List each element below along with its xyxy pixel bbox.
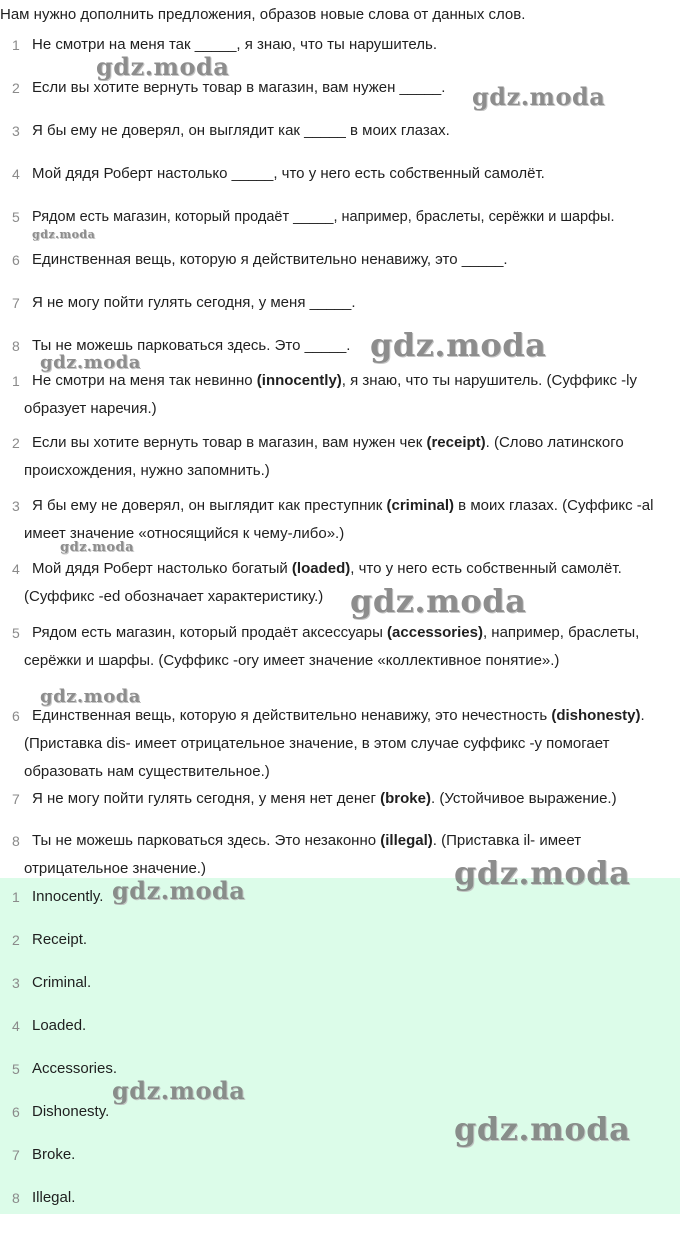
- item-number: 1: [12, 889, 20, 905]
- watermark: gdz.moda: [112, 876, 246, 905]
- item-number: 1: [12, 37, 20, 53]
- item-number: 3: [12, 975, 20, 991]
- answer-text: Illegal.: [32, 1189, 76, 1206]
- item-number: 8: [12, 833, 20, 849]
- watermark: gdz.moda: [40, 686, 141, 707]
- answer-text: Receipt.: [32, 931, 88, 948]
- task-text: Ты не можешь парковаться здесь. Это _____.: [32, 337, 351, 354]
- explanation-text: Если вы хотите вернуть товар в магазин, вам нужен чек (receipt). (Слово латинского происхождения, нужно запомнить.): [24, 434, 624, 479]
- watermark: gdz.moda: [96, 52, 230, 81]
- item-number: 7: [12, 1147, 20, 1163]
- explanation-text: Не смотри на меня так невинно (innocently), я знаю, что ты нарушитель. (Суффикс -ly образует наречия.): [24, 372, 637, 417]
- item-number: 6: [12, 708, 20, 724]
- answer-text: Dishonesty.: [32, 1103, 110, 1120]
- explanation-text: Я не могу пойти гулять сегодня, у меня нет денег (broke). (Устойчивое выражение.): [32, 790, 617, 807]
- watermark: gdz.moda: [112, 1076, 246, 1105]
- watermark: gdz.moda: [350, 582, 527, 620]
- item-number: 5: [12, 625, 20, 641]
- task-text: Рядом есть магазин, который продаёт _____, например, браслеты, серёжки и шарфы.: [32, 209, 615, 225]
- answer-word: (accessories): [387, 624, 483, 641]
- watermark: gdz.moda: [454, 1110, 631, 1148]
- item-number: 3: [12, 498, 20, 514]
- item-number: 8: [12, 338, 20, 354]
- item-number: 4: [12, 166, 20, 182]
- answer-word: (loaded): [291, 560, 351, 577]
- item-number: 3: [12, 123, 20, 139]
- item-number: 4: [12, 561, 20, 577]
- task-text: Мой дядя Роберт настолько _____, что у него есть собственный самолёт.: [32, 165, 545, 182]
- answer-word: (broke): [380, 790, 431, 807]
- watermark: gdz.moda: [454, 854, 631, 892]
- item-number: 6: [12, 1104, 20, 1120]
- item-number: 5: [12, 209, 20, 225]
- item-number: 4: [12, 1018, 20, 1034]
- explanation-text: Я бы ему не доверял, он выглядит как преступник (criminal) в моих глазах. (Суффикс -al имеет значение «относящийся к чему-либо».): [24, 497, 654, 542]
- answer-word: (innocently): [256, 372, 342, 389]
- task-text: Не смотри на меня так _____, я знаю, что ты нарушитель.: [32, 36, 437, 53]
- item-number: 8: [12, 1190, 20, 1206]
- explanation-text: Ты не можешь парковаться здесь. Это незаконно (illegal). (Приставка il- имеет отрицательное значение.): [24, 832, 582, 877]
- task-text: Я не могу пойти гулять сегодня, у меня _____.: [32, 294, 356, 311]
- watermark: gdz.moda: [370, 326, 547, 364]
- task-text: Единственная вещь, которую я действительно ненавижу, это _____.: [32, 251, 508, 268]
- item-number: 2: [12, 80, 20, 96]
- watermark: gdz.moda: [60, 540, 135, 555]
- explanation-text: Рядом есть магазин, который продаёт аксессуары (accessories), например, браслеты, серёжки и шарфы. (Суффикс -ory имеет значение «коллективное понятие».): [24, 624, 640, 669]
- answer-text: Criminal.: [32, 974, 92, 991]
- item-number: 1: [12, 373, 20, 389]
- task-text: Я бы ему не доверял, он выглядит как _____ в моих глазах.: [32, 122, 450, 139]
- answer-word: (criminal): [386, 497, 455, 514]
- watermark: gdz.moda: [472, 82, 606, 111]
- watermark: gdz.moda: [40, 352, 141, 373]
- answer-word: (illegal): [380, 832, 433, 849]
- task-text: Если вы хотите вернуть товар в магазин, вам нужен _____.: [32, 79, 446, 96]
- item-number: 7: [12, 791, 20, 807]
- item-number: 6: [12, 252, 20, 268]
- explanation-text: Единственная вещь, которую я действительно ненавижу, это нечестность (dishonesty). (Приставка dis- имеет отрицательное значение, в этом случае суффикс -y помогает образовать нам существительное.): [24, 707, 645, 780]
- explanation-text: Мой дядя Роберт настолько богатый (loaded), что у него есть собственный самолёт. (Суффикс -ed обозначает характеристику.): [24, 560, 622, 605]
- answer-word: (receipt): [426, 434, 486, 451]
- answer-text: Broke.: [32, 1146, 76, 1163]
- answer-word: (dishonesty): [551, 707, 641, 724]
- item-number: 2: [12, 435, 20, 451]
- answers-panel: [0, 878, 680, 1214]
- answer-text: Innocently.: [32, 888, 104, 905]
- intro-text: Нам нужно дополнить предложения, образов новые слова от данных слов.: [0, 6, 526, 23]
- item-number: 7: [12, 295, 20, 311]
- item-number: 2: [12, 932, 20, 948]
- item-number: 5: [12, 1061, 20, 1077]
- answer-text: Loaded.: [32, 1017, 87, 1034]
- watermark: gdz.moda: [32, 228, 96, 241]
- answer-text: Accessories.: [32, 1060, 118, 1077]
